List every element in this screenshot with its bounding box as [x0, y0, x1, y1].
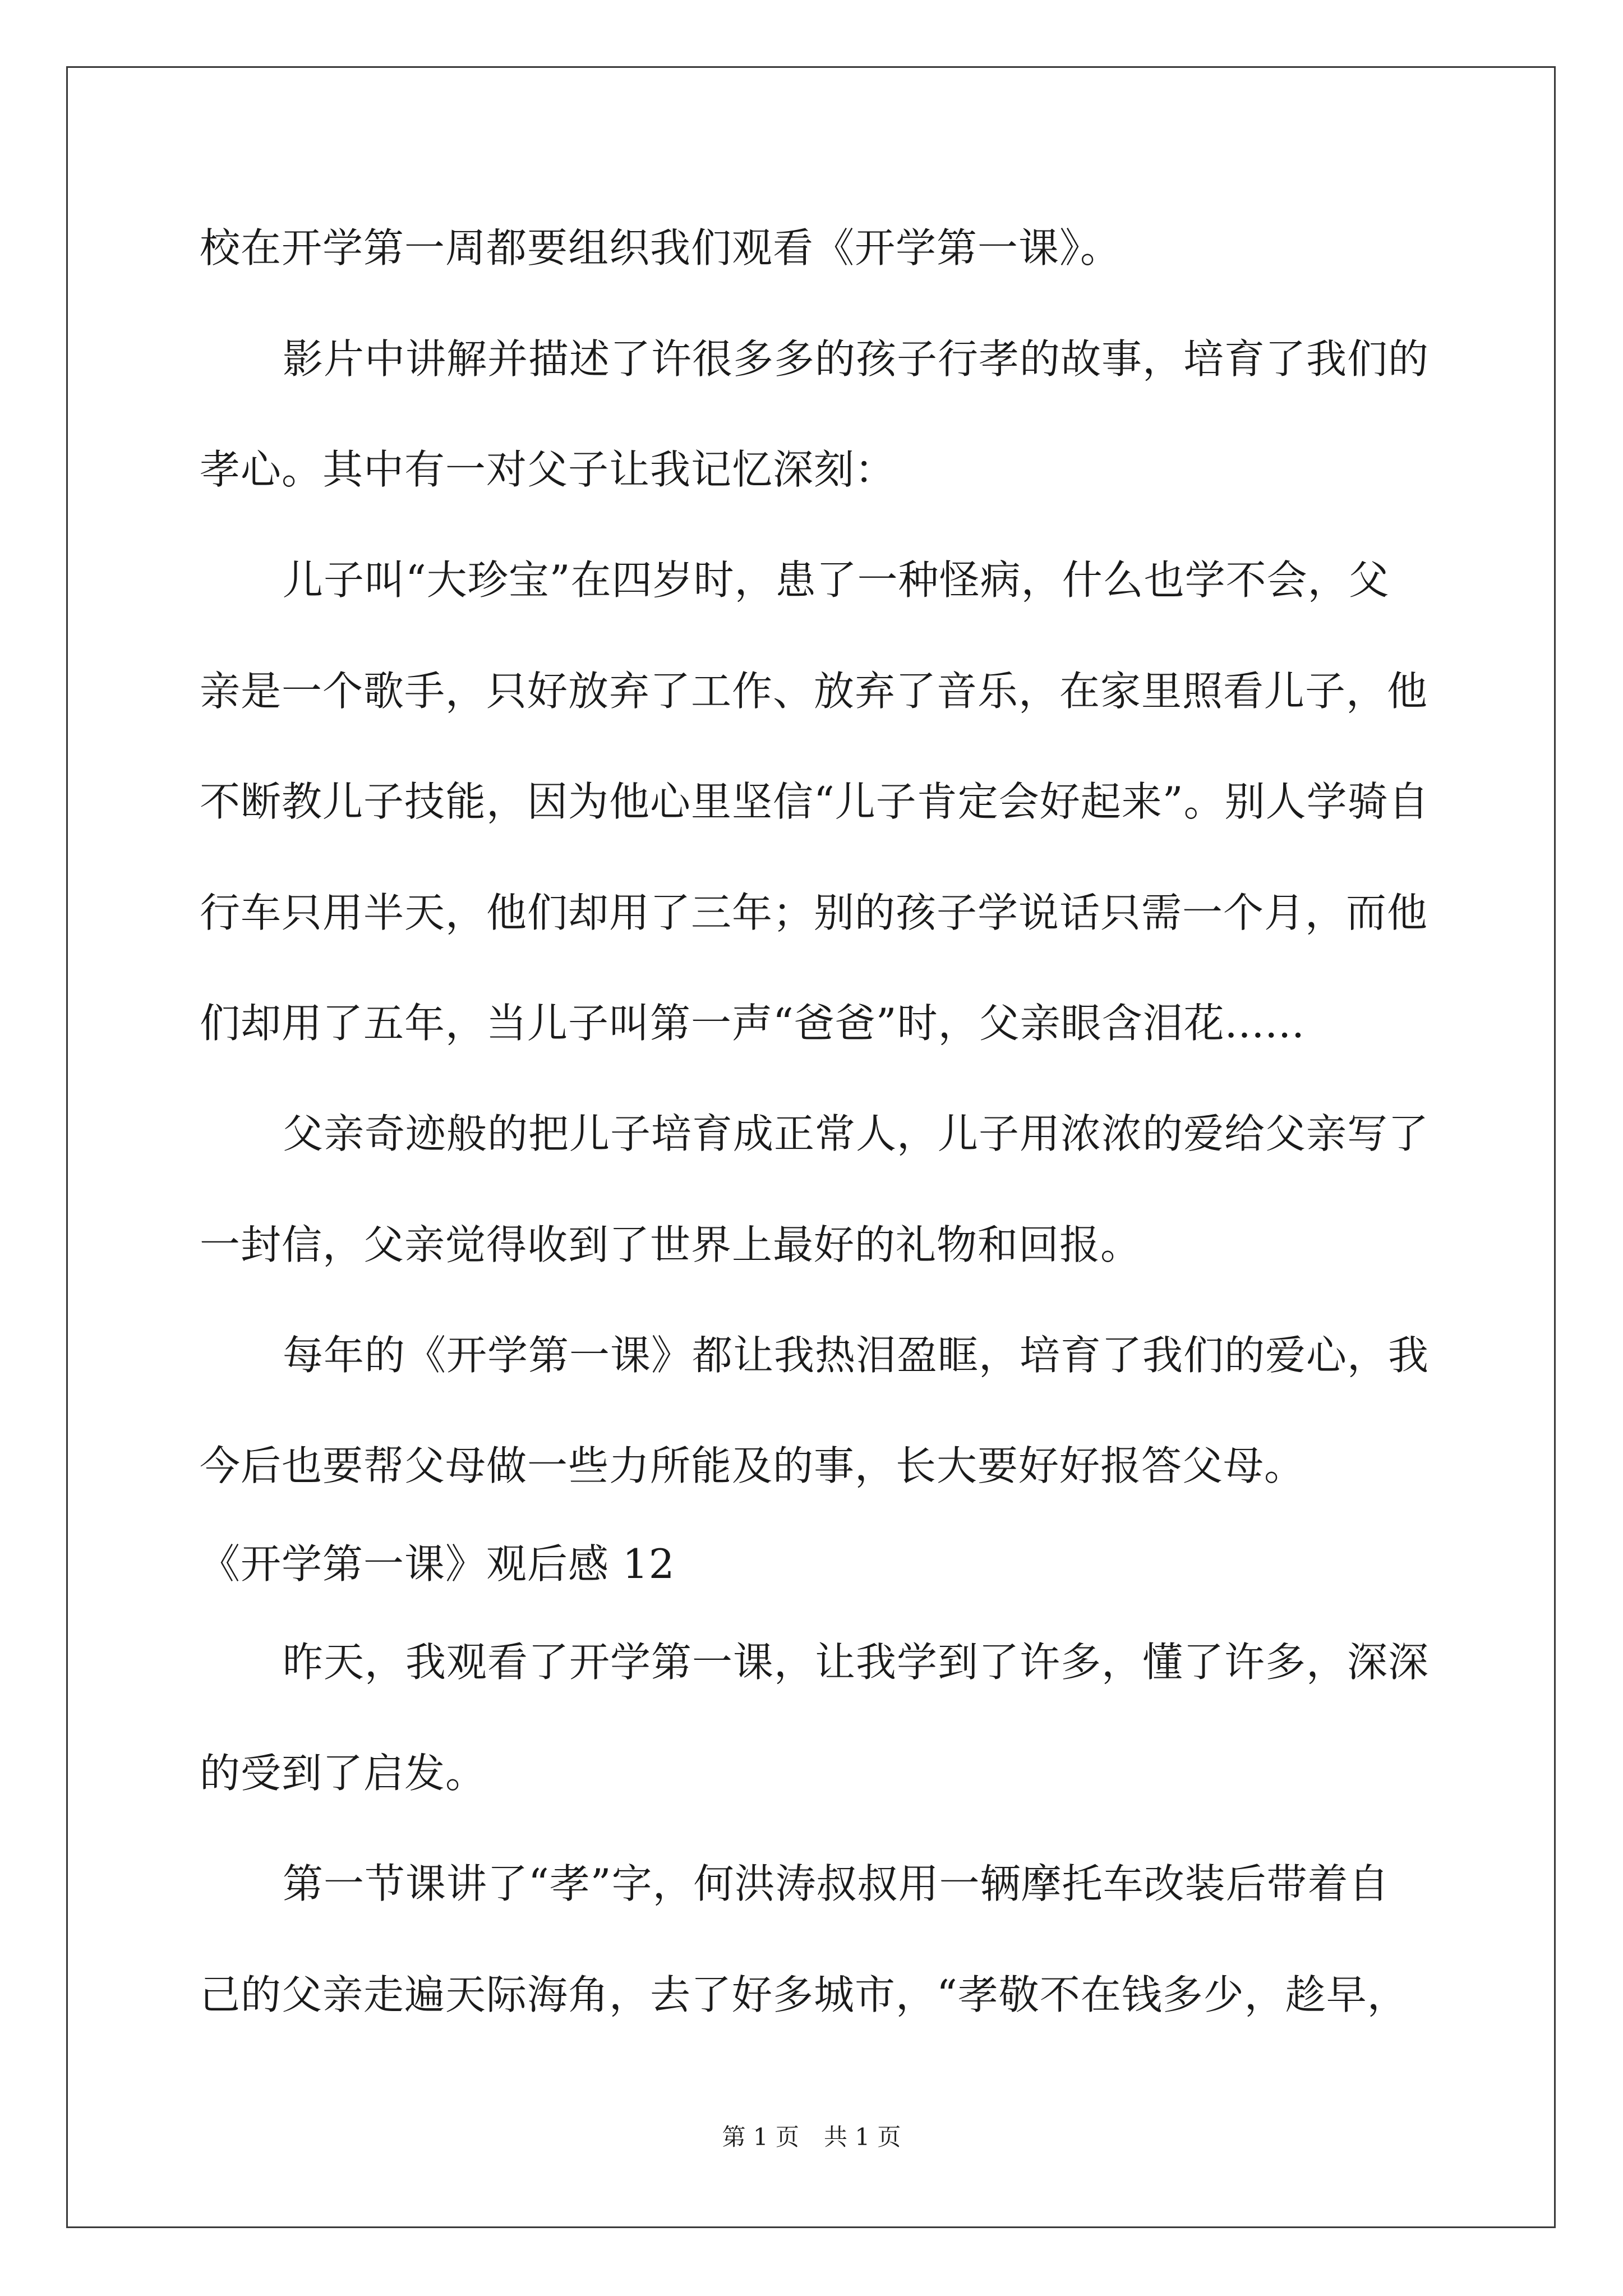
- text-line: 行车只用半天，他们却用了三年；别的孩子学说话只需一个月，而他: [200, 889, 1428, 936]
- text-line: 己的父亲走遍天际海角，去了好多城市，“孝敬不在钱多少，趁早，: [200, 1971, 1408, 2018]
- text-line: 校在开学第一周都要组织我们观看《开学第一课》。: [200, 224, 1122, 272]
- text-line: 今后也要帮父母做一些力所能及的事，长大要好好报答父母。: [200, 1442, 1306, 1489]
- text-line: 一封信，父亲觉得收到了世界上最好的礼物和回报。: [200, 1221, 1142, 1268]
- text-line: 们却用了五年，当儿子叫第一声“爸爸”时，父亲眼含泪花......: [200, 1000, 1305, 1047]
- text-line: 不断教儿子技能，因为他心里坚信“儿子肯定会好起来”。别人学骑自: [200, 778, 1430, 825]
- page-footer: [0, 2120, 1623, 2154]
- text-line: 儿子叫“大珍宝”在四岁时，患了一种怪病，什么也学不会，父: [283, 556, 1390, 604]
- text-line: 的受到了启发。: [200, 1750, 487, 1797]
- section-heading: 《开学第一课》观后感 12: [200, 1540, 675, 1588]
- text-line: 孝心。其中有一对父子让我记忆深刻：: [200, 446, 896, 493]
- text-line: 每年的《开学第一课》都让我热泪盈眶，培育了我们的爱心，我: [283, 1332, 1430, 1379]
- text-line: 父亲奇迹般的把儿子培育成正常人，儿子用浓浓的爱给父亲写了: [283, 1110, 1430, 1157]
- text-line: 昨天，我观看了开学第一课，让我学到了许多，懂了许多，深深: [283, 1639, 1430, 1686]
- page-total: 共 1 页: [824, 2123, 901, 2151]
- text-line: 影片中讲解并描述了许很多多的孩子行孝的故事，培育了我们的: [283, 335, 1430, 383]
- text-line: 第一节课讲了“孝”字，何洪涛叔叔用一辆摩托车改装后带着自: [283, 1860, 1390, 1907]
- page-number: 第 1 页: [722, 2123, 799, 2151]
- text-line: 亲是一个歌手，只好放弃了工作、放弃了音乐，在家里照看儿子，他: [200, 668, 1428, 715]
